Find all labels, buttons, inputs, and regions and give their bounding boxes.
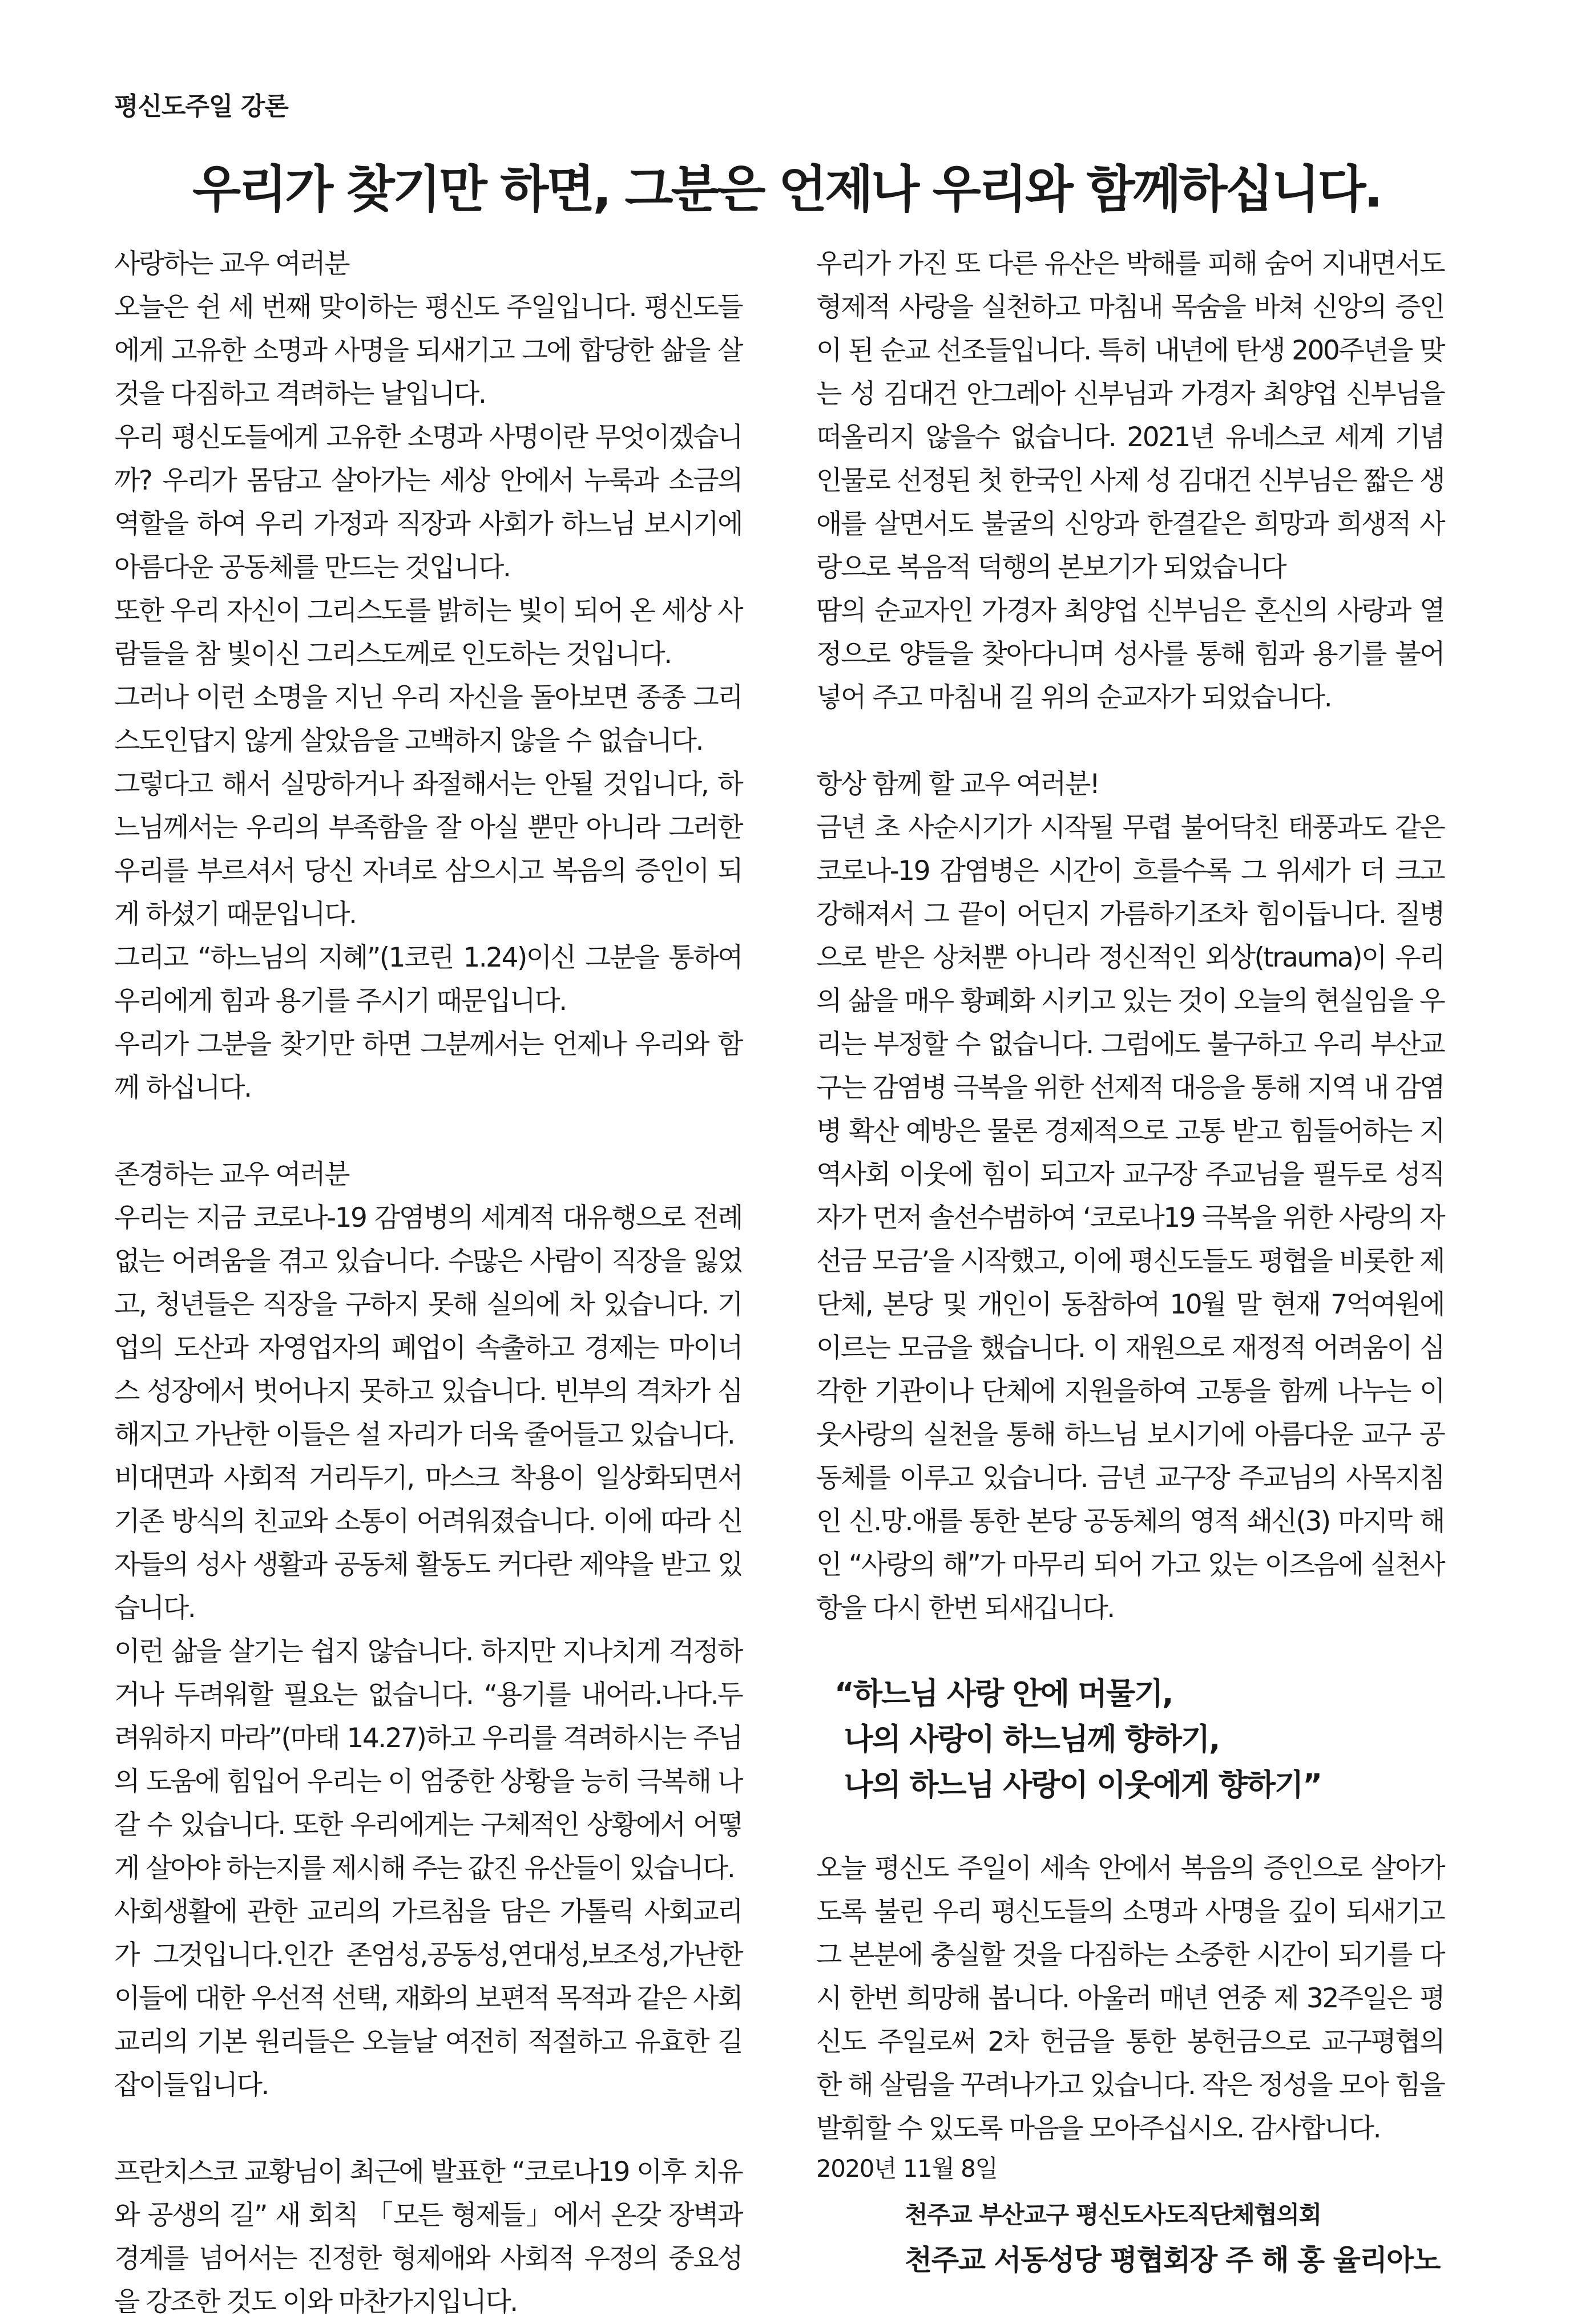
paragraph: 비대면과 사회적 거리두기, 마스크 착용이 일상화되면서 기존 방식의 친교와 소통이 어려워졌습니다. 이에 따라 신자들의 성사 생활과 공동체 활동도 커다란 제약을 받고 있습니다. xyxy=(114,1462,742,1624)
paragraph: 프란치스코 교황님이 최근에 발표한 “코로나19 이후 치유와 공생의 길” 새 회칙 「모든 형제들」에서 온갖 장벽과 경계를 넘어서는 진정한 형제애와 사회적 우정의 중요성을 강조한 것도 이와 마찬가지입니다. xyxy=(114,2156,742,2318)
headline: 우리가 찾기만 하면, 그분은 언제나 우리와 함께하십니다. xyxy=(192,160,1381,219)
paragraph: 우리가 가진 또 다른 유산은 박해를 피해 숨어 지내면서도 형제적 사랑을 실천하고 마침내 목숨을 바쳐 신앙의 증인이 된 순교 선조들입니다. 특히 내년에 탄생 200주년을 맞는 성 김대건 안그레아 신부님과 가경자 최양업 신부님을 떠올리지 않을수 없습니다. 2021년 유네스코 세계 기념 인물로 선정된 첫 한국인 사제 성 김대건 신부님은 짧은 생애를 살면서도 불굴의 신앙과 한결같은 희망과 희생적 사랑으로 복음적 덕행의 본보기가 되었습니다 xyxy=(816,248,1444,583)
greeting: 사랑하는 교우 여러분 xyxy=(114,248,349,280)
paragraph-spacer xyxy=(816,720,1444,763)
left-block-a xyxy=(114,242,742,1110)
quote-line: “하느님 사랑 안에 머물기, xyxy=(834,1676,1173,1711)
section-label: 평신도주일 강론 xyxy=(114,92,288,121)
paragraph-spacer xyxy=(114,1110,742,1153)
paragraph: 우리는 지금 코로나-19 감염병의 세계적 대유행으로 전례 없는 어려움을 겪고 있습니다. 수많은 사람이 직장을 잃었고, 청년들은 직장을 구하지 못해 실의에 차 있습니다. 기업의 도산과 자영업자의 폐업이 속출하고 경제는 마이너스 성장에서 벗어나지 못하고 있습니다. 빈부의 격차가 심해지고 가난한 이들은 설 자리가 더욱 줄어들고 있습니다. xyxy=(114,1202,742,1450)
paragraph: 또한 우리 자신이 그리스도를 밝히는 빛이 되어 온 세상 사람들을 참 빛이신 그리스도께로 인도하는 것입니다. xyxy=(114,595,742,670)
paragraph: 우리가 그분을 찾기만 하면 그분께서는 언제나 우리와 함께 하십니다. xyxy=(114,1029,742,1104)
right-block-b xyxy=(816,763,1444,1630)
paragraph: 이런 삶을 살기는 쉽지 않습니다. 하지만 지나치게 걱정하거나 두려워할 필요는 없습니다. “용기를 내어라.나다.두려워하지 마라”(마태 14.27)하고 우리를 격려하시는 주님의 도움에 힘입어 우리는 이 엄중한 상황을 능히 극복해 나갈 수 있습니다. 또한 우리에게는 구체적인 상황에서 어떻게 살아야 하는지를 제시해 주는 값진 유산들이 있습니다. xyxy=(114,1636,742,1884)
quote-line: 나의 사랑이 하느님께 향하기, xyxy=(834,1722,1220,1757)
paragraph-spacer xyxy=(114,2107,742,2151)
left-block-b xyxy=(114,1153,742,2107)
right-block-c xyxy=(816,1847,1444,2151)
right-block-a xyxy=(816,242,1444,720)
greeting: 항상 함께 할 교우 여러분! xyxy=(816,769,1099,800)
paragraph: 사회생활에 관한 교리의 가르침을 담은 가톨릭 사회교리가 그것입니다.인간 존엄성,공동성,연대성,보조성,가난한 이들에 대한 우선적 선택, 재화의 보편적 목적과 같은 사회교리의 기본 원리들은 오늘날 여전히 적절하고 유효한 길잡이들입니다. xyxy=(114,1896,742,2101)
paragraph: 그렇다고 해서 실망하거나 좌절해서는 안될 것입니다, 하느님께서는 우리의 부족함을 잘 아실 뿐만 아니라 그러한 우리를 부르셔서 당신 자녀로 삼으시고 복음의 증인이 되게 하셨기 때문입니다. xyxy=(114,769,742,930)
paragraph: 우리 평신도들에게 고유한 소명과 사명이란 무엇이겠습니까? 우리가 몸담고 살아가는 세상 안에서 누룩과 소금의 역할을 하여 우리 가정과 직장과 사회가 하느님 보시기에 아름다운 공동체를 만드는 것입니다. xyxy=(114,422,742,583)
date: 2020년 11월 8일 xyxy=(816,2155,998,2182)
paragraph: 오늘은 쉰 세 번째 맞이하는 평신도 주일입니다. 평신도들에게 고유한 소명과 사명을 되새기고 그에 합당한 삶을 살 것을 다짐하고 격려하는 날입니다. xyxy=(114,292,742,410)
left-block-c xyxy=(114,2151,742,2324)
quote-line: 나의 하느님 사랑이 이웃에게 향하기” xyxy=(834,1768,1322,1802)
paragraph: 금년 초 사순시기가 시작될 무렵 불어닥친 태풍과도 같은 코로나-19 감염병은 시간이 흐를수록 그 위세가 더 크고 강해져서 그 끝이 어딘지 가름하기조차 힘이듭니다. 질병으로 받은 상처뿐 아니라 정신적인 외상(trauma)이 우리의 삶을 매우 황폐화 시키고 있는 것이 오늘의 현실임을 우리는 부정할 수 없습니다. 그럼에도 불구하고 우리 부산교구는 감염병 극복을 위한 선제적 대응을 통해 지역 내 감염병 확산 예방은 물론 경제적으로 고통 받고 힘들어하는 지역사회 이웃에 힘이 되고자 교구장 주교님을 필두로 성직자가 먼저 솔선수범하여 ‘코로나19 극복을 위한 사랑의 자선금 모금’을 시작했고, 이에 평신도들도 평협을 비롯한 제단체, 본당 및 개인이 동참하여 10월 말 현재 7억여원에 이르는 모금을 했습니다. 이 재원으로 재정적 어려움이 심각한 기관이나 단체에 지원을하여 고통을 함께 나누는 이웃사랑의 실천을 통해 하느님 보시기에 아름다운 교구 공동체를 이루고 있습니다. 금년 교구장 주교님의 사목지침인 신.망.애를 통한 본당 공동체의 영적 쇄신(3) 마지막 해인 “사랑의 해”가 마무리 되어 가고 있는 이즈음에 실천사항을 다시 한번 되새깁니다. xyxy=(816,812,1444,1624)
signer: 천주교 서동성당 평협회장 주 해 홍 율리아노 xyxy=(905,2244,1440,2277)
pull-quote xyxy=(834,1671,1444,1808)
paragraph: 땀의 순교자인 가경자 최양업 신부님은 혼신의 사랑과 열정으로 양들을 찾아다니며 성사를 통해 힘과 용기를 불어넣어 주고 마침내 길 위의 순교자가 되었습니다. xyxy=(816,595,1444,713)
greeting: 존경하는 교우 여러분 xyxy=(114,1159,349,1190)
paragraph: 그러나 이런 소명을 지닌 우리 자신을 돌아보면 종종 그리스도인답지 않게 살았음을 고백하지 않을 수 없습니다. xyxy=(114,682,742,757)
paragraph: 오늘 평신도 주일이 세속 안에서 복음의 증인으로 살아가도록 불린 우리 평신도들의 소명과 사명을 깊이 되새기고 그 본분에 충실할 것을 다짐하는 소중한 시간이 되기를 다시 한번 희망해 봅니다. 아울러 매년 연중 제 32주일은 평신도 주일로써 2차 헌금을 통한 봉헌금으로 교구평협의 한 해 살림을 꾸려나가고 있습니다. 작은 정성을 모아 힘을 발휘할 수 있도록 마음을 모아주십시오. 감사합니다. xyxy=(816,1853,1444,2144)
paragraph: 그리고 “하느님의 지혜”(1코린 1.24)이신 그분을 통하여 우리에게 힘과 용기를 주시기 때문입니다. xyxy=(114,942,742,1017)
organization: 천주교 부산교구 평신도사도직단체협의회 xyxy=(905,2201,1321,2229)
right-column xyxy=(816,242,1444,2284)
left-column xyxy=(114,242,742,2324)
